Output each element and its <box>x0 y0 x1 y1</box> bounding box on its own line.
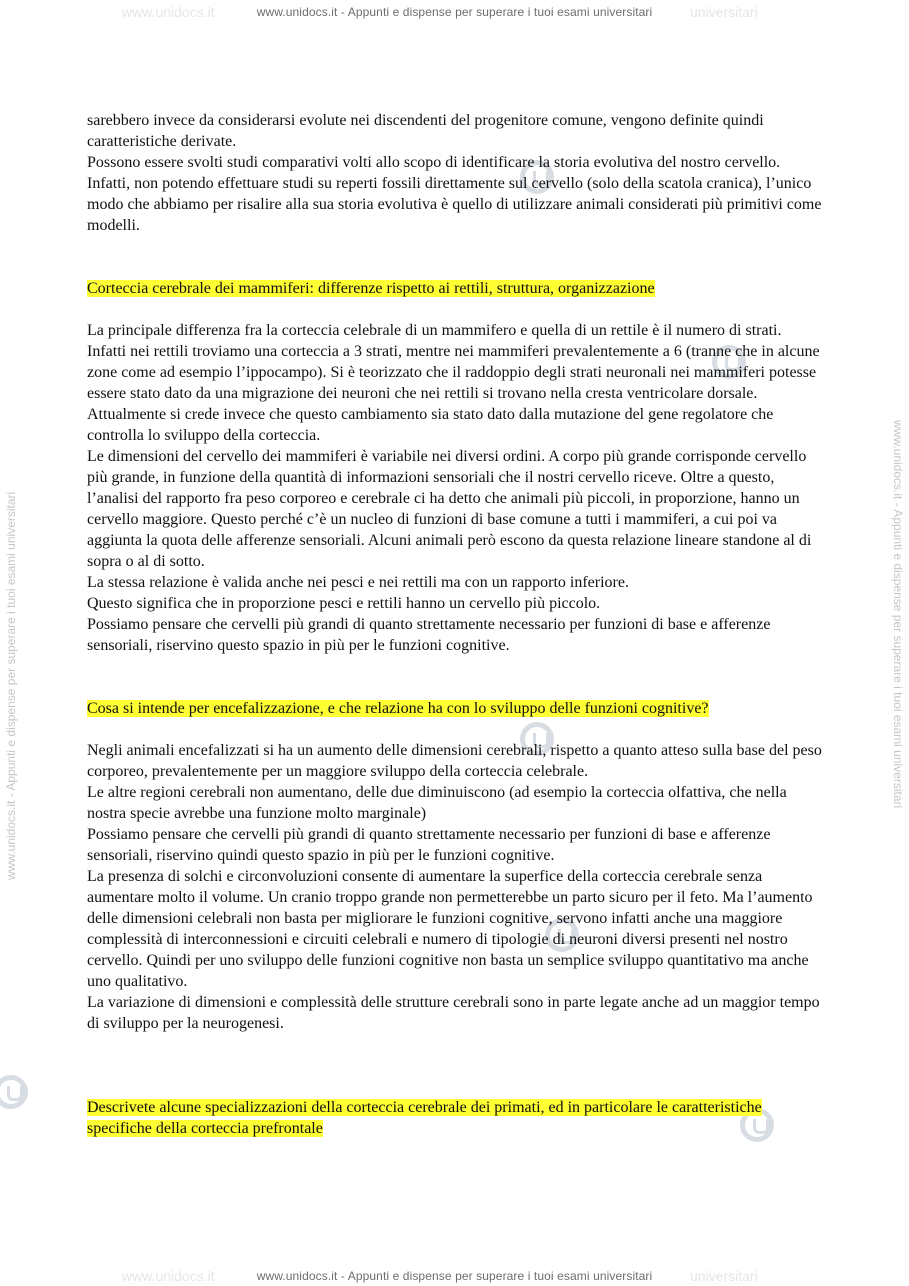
unidocs-logo-icon <box>0 1075 28 1109</box>
section-heading-encephalization <box>87 698 823 719</box>
section-2-paragraph: La variazione di dimensioni e complessità delle strutture cerebrali sono in parte legate anche ad un maggior tempo di sviluppo per la neurogenesi. <box>87 994 820 1032</box>
side-watermark-right: www.unidocs.it - Appunti e dispense per superare i tuoi esami universitari <box>891 420 905 809</box>
section-1-paragraph: La stessa relazione è valida anche nei pesci e nei rettili ma con un rapporto inferiore. <box>87 574 629 591</box>
section-2-paragraph: Possiamo pensare che cervelli più grandi di quanto strettamente necessario per funzioni di base e afferenze sensoriali, riservino quindi questo spazio in più per le funzioni cognitive. <box>87 826 771 864</box>
ghost-watermark-top-left: www.unidocs.it <box>122 4 215 20</box>
section-1-paragraph: Questo significa che in proporzione pesci e rettili hanno un cervello più piccolo. <box>87 595 601 612</box>
section-2-paragraph: La presenza di solchi e circonvoluzioni consente di aumentare la superfice della corteccia cerebrale senza aumentare molto il volume. Un cranio troppo grande non permetterebbe un parto sicuro per il feto. Ma l’aumento delle dimensioni celebrali non basta per migliorare le funzioni cognitive, servono infatti anche una maggiore complessità di interconnessioni e circuiti celebrali e numero di tipologie di neuroni diversi presenti nel nostro cervello. Quindi per uno sviluppo delle funzioni cognitive non basta un semplice sviluppo quantitativo ma anche uno qualitativo. <box>87 868 813 990</box>
section-1-paragraph: La principale differenza fra la corteccia celebrale di un mammifero e quella di un rettile è il numero di strati. Infatti nei rettili troviamo una corteccia a 3 strati, mentre nei mammiferi prevalentemente a 6 (tranne che in alcune zone come ad esempio l’ippocampo). Si è teorizzato che il raddoppio degli strati neuronali nei mammiferi potesse essere stato dato da una migrazione dei neuroni che nei rettili si trovano nella cresta ventricolare dorsale. Attualmente si crede invece che questo cambiamento sia stato dato dalla mutazione del gene regolatore che controlla lo sviluppo della corteccia. <box>87 322 820 444</box>
footer-watermark: www.unidocs.it - Appunti e dispense per superare i tuoi esami universitari <box>256 1269 653 1283</box>
header-watermark: www.unidocs.it - Appunti e dispense per superare i tuoi esami universitari <box>256 5 653 19</box>
ghost-watermark-top-right: universitari <box>690 4 758 20</box>
heading-highlight: Corteccia cerebrale dei mammiferi: differenze rispetto ai rettili, struttura, organizzazione <box>87 280 655 297</box>
intro-paragraph-2: Possono essere svolti studi comparativi volti allo scopo di identificare la storia evolutiva del nostro cervello. Infatti, non potendo effettuare studi su reperti fossili direttamente sul cervello (solo della scatola cranica), l’unico modo che abbiamo per risalire alla sua storia evolutiva è quello di utilizzare animali considerati più primitivi come modelli. <box>87 154 822 234</box>
ghost-watermark-bottom-left: www.unidocs.it <box>122 1268 215 1284</box>
section-heading-mammalian-cortex <box>87 278 823 299</box>
section-2-paragraph: Negli animali encefalizzati si ha un aumento delle dimensioni cerebrali, rispetto a quanto atteso sulla base del peso corporeo, prevalentemente per un maggiore sviluppo della corteccia celebrale. <box>87 742 822 780</box>
side-watermark-left: www.unidocs.it - Appunti e dispense per superare i tuoi esami universitari <box>4 491 18 880</box>
document-body <box>87 110 823 1139</box>
intro-paragraph-1: sarebbero invece da considerarsi evolute nei discendenti del progenitore comune, vengono definite quindi caratteristiche derivate. <box>87 112 764 150</box>
section-2-paragraph: Le altre regioni cerebrali non aumentano, delle due diminuiscono (ad esempio la corteccia olfattiva, che nella nostra specie avrebbe una funzione molto marginale) <box>87 784 787 822</box>
section-1-paragraph: Possiamo pensare che cervelli più grandi di quanto strettamente necessario per funzioni di base e afferenze sensoriali, riservino questo spazio in più per le funzioni cognitive. <box>87 616 771 654</box>
heading-highlight: Descrivete alcune specializzazioni della corteccia cerebrale dei primati, ed in particolare le caratteristiche specifiche della corteccia prefrontale <box>87 1099 762 1137</box>
section-1-paragraph: Le dimensioni del cervello dei mammiferi è variabile nei diversi ordini. A corpo più grande corrisponde cervello più grande, in funzione della quantità di informazioni sensoriali che il nostri cervello riceve. Oltre a questo, l’analisi del rapporto fra peso corporeo e cerebrale ci ha detto che animali più piccoli, in proporzione, hanno un cervello maggiore. Questo perché c’è un nucleo di funzioni di base comune a tutti i mammiferi, a cui poi va aggiunta la quota delle afferenze sensoriali. Alcuni animali però escono da questa relazione lineare standone al di sopra o al di sotto. <box>87 448 812 570</box>
ghost-watermark-bottom-right: universitari <box>690 1268 758 1284</box>
section-heading-primate-cortex <box>87 1097 823 1139</box>
heading-highlight: Cosa si intende per encefalizzazione, e che relazione ha con lo sviluppo delle funzioni cognitive? <box>87 700 709 717</box>
